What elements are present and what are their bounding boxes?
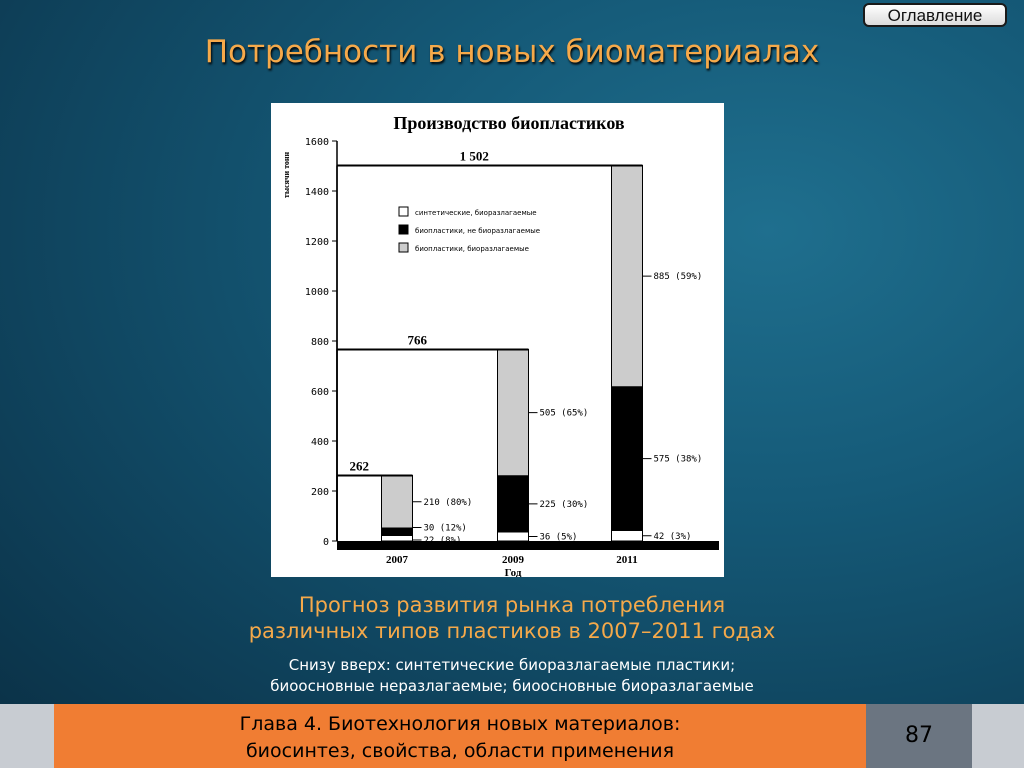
- value-label: 225 (30%): [539, 499, 589, 510]
- legend-swatch: [399, 207, 408, 216]
- note-line-1: Снизу вверх: синтетические биоразлагаемые пластики;: [288, 656, 736, 674]
- bar-segment: [498, 476, 529, 532]
- value-label: 36 (5%): [539, 532, 578, 543]
- caption-line-1: Прогноз развития рынка потребления: [298, 593, 726, 617]
- chart-title: Производство биопластиков: [393, 113, 625, 133]
- y-tick-label: 1200: [304, 237, 329, 248]
- legend-swatch: [399, 243, 408, 252]
- chapter-line-1: Глава 4. Биотехнология новых материалов:: [239, 713, 681, 735]
- y-tick-label: 400: [310, 437, 329, 448]
- y-tick-label: 200: [310, 487, 329, 498]
- page-title: Потребности в новых биоматериалах: [204, 34, 820, 70]
- x-tick-label: 2007: [386, 554, 408, 566]
- y-tick-label: 800: [310, 337, 329, 348]
- x-axis-base: [337, 541, 719, 550]
- value-label: 575 (38%): [653, 454, 703, 465]
- chapter-line-2: биосинтез, свойства, области применения: [245, 740, 675, 762]
- x-tick-label: 2011: [616, 554, 638, 566]
- legend-label: биопластики, биоразлагаемые: [415, 245, 529, 253]
- bar-segment: [612, 387, 643, 531]
- value-label: 505 (65%): [539, 408, 589, 419]
- y-tick-label: 1600: [304, 137, 329, 148]
- total-label: 766: [407, 332, 427, 348]
- x-axis-label: Год: [504, 567, 522, 577]
- total-label: 262: [349, 458, 369, 474]
- value-label: 30 (12%): [423, 523, 467, 534]
- legend-label: синтетические, биоразлагаемые: [415, 209, 537, 217]
- footer-right-block: [972, 704, 1024, 768]
- y-axis-label: тысячи тонн: [282, 151, 291, 199]
- y-tick-label: 600: [310, 387, 329, 398]
- y-tick-label: 1400: [304, 187, 329, 198]
- legend-swatch: [399, 225, 408, 234]
- y-tick-label: 1000: [304, 287, 329, 298]
- value-label: 885 (59%): [653, 272, 703, 283]
- value-label: 210 (80%): [423, 497, 473, 508]
- bar-segment: [498, 350, 529, 476]
- bar-segment: [498, 532, 529, 541]
- bar-segment: [382, 476, 413, 529]
- chart-caption: [0, 592, 1024, 644]
- legend-label: биопластики, не биоразлагаемые: [415, 227, 541, 235]
- footer-left-block: [0, 704, 54, 768]
- page-number: 87: [866, 704, 972, 768]
- bar-segment: [612, 531, 643, 542]
- caption-line-2: различных типов пластиков в 2007–2011 годах: [248, 619, 776, 643]
- x-tick-label: 2009: [502, 554, 524, 566]
- table-of-contents-button[interactable]: Оглавление: [863, 3, 1007, 27]
- bar-segment: [612, 166, 643, 387]
- y-tick-label: 0: [322, 537, 329, 548]
- chart-image: [271, 103, 724, 577]
- chart-note: [0, 655, 1024, 697]
- bar-segment: [382, 536, 413, 542]
- bioplastics-chart: [271, 103, 724, 577]
- chapter-banner: [54, 704, 866, 768]
- value-label: 42 (3%): [653, 531, 692, 542]
- bar-segment: [382, 528, 413, 536]
- note-line-2: биоосновные неразлагаемые; биоосновные биоразлагаемые: [270, 677, 754, 695]
- value-label: 22 (8%): [423, 536, 462, 546]
- total-label: 1 502: [459, 148, 489, 164]
